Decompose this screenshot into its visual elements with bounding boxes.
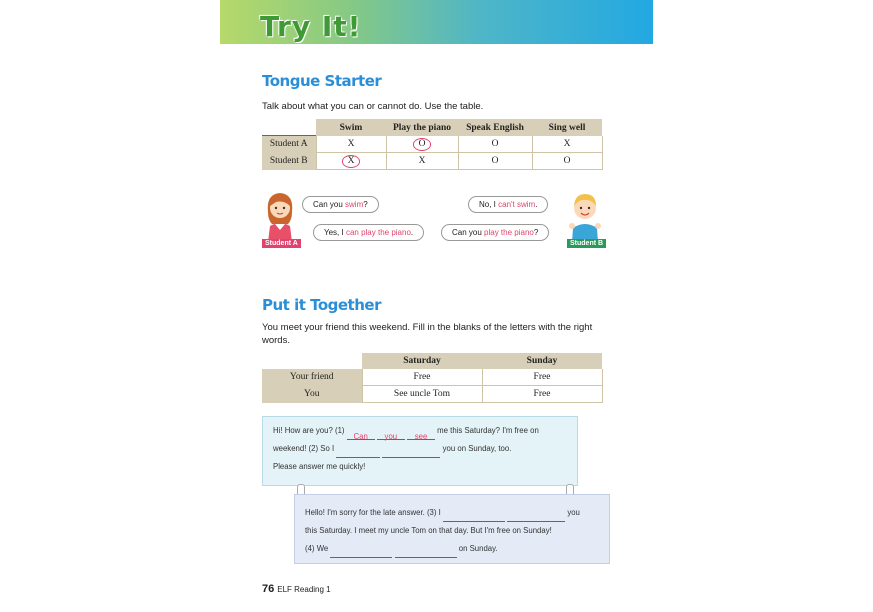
table-cell: X	[316, 136, 386, 153]
together-instruction-line2: words.	[262, 335, 290, 346]
col-header: Swim	[316, 119, 386, 136]
ability-table	[262, 119, 603, 170]
col-header: Play the piano	[386, 119, 458, 136]
letter1-line3: Please answer me quickly!	[273, 462, 366, 471]
letter-card-1	[262, 416, 578, 486]
table-cell: X	[532, 136, 602, 153]
schedule-table	[262, 353, 603, 403]
table-cell: X	[386, 153, 458, 170]
row-label: Your friend	[262, 369, 362, 386]
table-cell: See uncle Tom	[362, 386, 482, 403]
title-banner	[220, 0, 653, 44]
col-header: Sunday	[482, 353, 602, 369]
letter2-line2: this Saturday. I meet my uncle Tom on that day. But I'm free on Sunday!	[305, 526, 552, 535]
row-label: You	[262, 386, 362, 403]
answer-blank[interactable]: you	[377, 427, 405, 440]
tongue-instruction: Talk about what you can or cannot do. Use the table.	[262, 101, 484, 112]
letter1-line1: Hi! How are you? (1) Can you see me this Saturday? I'm free on	[273, 426, 539, 441]
table-row	[262, 136, 602, 153]
answer-blank[interactable]: Can	[347, 427, 375, 440]
table-cell: O	[532, 153, 602, 170]
put-it-together-heading: Put it Together	[262, 296, 381, 314]
table-row	[262, 386, 602, 403]
circled-mark: O	[413, 138, 432, 151]
col-header: Speak English	[458, 119, 532, 136]
speech-bubble-b-answer: No, I can't swim.	[468, 196, 548, 213]
answer-blank[interactable]	[395, 545, 457, 558]
table-cell: Free	[482, 386, 602, 403]
row-label: Student B	[262, 153, 316, 170]
boy-illustration	[567, 190, 603, 246]
letter2-line3: (4) We on Sunday.	[305, 539, 498, 558]
row-label: Student A	[262, 136, 316, 153]
table-cell: O	[458, 136, 532, 153]
table-cell	[316, 153, 386, 170]
letter-card-2	[294, 494, 610, 564]
book-title: ELF Reading 1	[277, 585, 331, 594]
speech-bubble-a-question: Can you swim?	[302, 196, 379, 213]
student-b-tag: Student B	[567, 239, 606, 248]
table-cell: Free	[482, 369, 602, 386]
table-row	[262, 153, 602, 170]
tongue-starter-heading: Tongue Starter	[262, 72, 382, 90]
answer-blank[interactable]	[330, 545, 392, 558]
student-a-tag: Student A	[262, 239, 301, 248]
letter2-line1: Hello! I'm sorry for the late answer. (3) I you	[305, 503, 580, 522]
table-cell: O	[458, 153, 532, 170]
speech-bubble-a-answer: Yes, I can play the piano.	[313, 224, 424, 241]
girl-illustration	[262, 190, 298, 246]
table-cell	[386, 136, 458, 153]
circled-mark: X	[342, 155, 361, 168]
page-title: Try It!	[260, 10, 362, 43]
table-row	[262, 369, 602, 386]
col-header: Sing well	[532, 119, 602, 136]
col-header: Saturday	[362, 353, 482, 369]
speech-bubble-b-question: Can you play the piano?	[441, 224, 549, 241]
answer-blank[interactable]	[382, 445, 440, 458]
letter1-line2: weekend! (2) So I you on Sunday, too.	[273, 439, 511, 458]
table-cell: Free	[362, 369, 482, 386]
page-number: 76	[262, 583, 275, 595]
together-instruction-line1: You meet your friend this weekend. Fill in the blanks of the letters with the right	[262, 322, 593, 333]
page-footer	[262, 583, 331, 595]
answer-blank[interactable]: see	[407, 427, 435, 440]
